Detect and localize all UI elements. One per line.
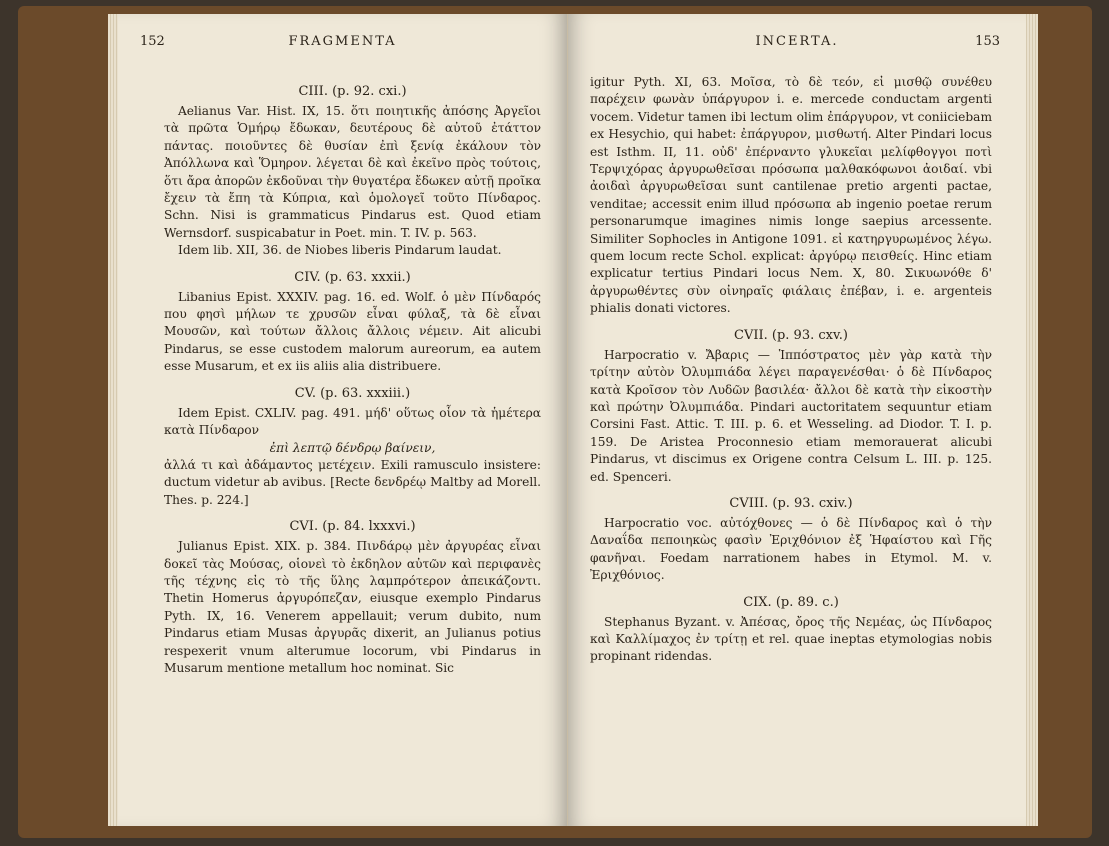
verse-line: ἐπὶ λεπτῷ δένδρῳ βαίνειν, xyxy=(269,440,436,455)
paragraph: Idem lib. XII, 36. de Niobes liberis Pindarum laudat. xyxy=(178,243,502,258)
paragraph: ἀλλά τι καὶ ἀδάμαντος μετέχειν. Exili ramusculo insistere: ductum videtur ab avibus. [Recte δενδρέῳ Maltby ad Morell. Thes. p. 224.] xyxy=(164,457,541,507)
right-page xyxy=(568,14,1026,826)
section-heading: CIV. (p. 63. xxxii.) xyxy=(294,269,411,285)
section-heading: CV. (p. 63. xxxiii.) xyxy=(294,385,411,401)
section-heading: CIII. (p. 92. cxi.) xyxy=(298,84,407,99)
right-page-edges xyxy=(1024,14,1038,826)
running-title: INCERTA. xyxy=(755,34,839,49)
paragraph: igitur Pyth. XI, 63. Μοῖσα, τὸ δὲ τεόν, εἰ μισθῷ συνέθευ παρέχειν φωνὰν ὑπάργυρον i. e. mercede conductam argenti vocem. Videtur tamen ibi lectum olim ἐπάργυρον, vt coniiciebam ex Hesychio, qui habet: ἐπάργυρον, μισθωτή. Alter Pindari locus est Isthm. II, 11. οὐδ' ἐπέρναντο γλυκεῖαι μελίφθογγοι ποτὶ Τερψιχόρας ἀργυρωθεῖσαι πρόσωπα μαλθακόφωνοι ἀοιδαί. vbi ἀοιδαὶ ἀργυρωθεῖσαι sunt cantilenae pretio argenti pactae, venditae; accessit enim illud πρόσωπα ab ingenio poetae rerum personarumque imagines nimis longe saepius arcessente. Similiter Sophocles in Antigone 1091. εἰ κατηργυρωμένος λέγω. quem locum recte Schol. explicat: ἀργύρῳ πεισθείς. Hinc etiam explicatur tertius Pindari locus Nem. X, 80. Σικυωνόθε δ' ἀργυρωθέντες σὺν οἰνηραῖς φιάλαις ἐπέβαν, i. e. argenteis phialis donati victores. xyxy=(590,75,992,316)
section-heading: CVIII. (p. 93. cxiv.) xyxy=(729,495,853,511)
section-heading: CVII. (p. 93. cxv.) xyxy=(734,327,848,343)
left-page xyxy=(118,14,568,826)
page-number: 152 xyxy=(140,34,165,49)
paragraph: Aelianus Var. Hist. IX, 15. ὅτι ποιητικῆς ἀπόσης Ἀργεῖοι τὰ πρῶτα Ὁμήρῳ ἔδωκαν, δευτέρους δὲ αὐτοῦ ἐτάττον πάντας. ποιοῦντες δὲ θυσίαν ἐπὶ ξενίᾳ ἐκάλουν τὸν Ἀπόλλωνα καὶ Ὅμηρον. λέγεται δὲ καὶ ἐκεῖνο πρὸς τούτοις, ὅτι ἄρα ἀπορῶν ἐκδοῦναι τὴν θυγατέρα ἔδωκεν αὐτῇ προῖκα ἔχειν τὰ ἔπη τὰ Κύπρια, καὶ ὁμολογεῖ τοῦτο Πίνδαρος. Schn. Nisi is grammaticus Pindarus est. Quod etiam Wernsdorf. suspicabatur in Poet. min. T. IV. p. 563. xyxy=(164,104,541,240)
paragraph: Harpocratio v. Ἄβαρις — Ἱππόστρατος μὲν γὰρ κατὰ τὴν τρίτην αὐτὸν Ὀλυμπιάδα λέγει παραγενέσθαι· ὁ δὲ Πίνδαρος κατὰ Κροῖσον τὸν Λυδῶν βασιλέα· ἄλλοι δὲ κατὰ τὴν εἰκοστὴν καὶ πρώτην Ὀλυμπιάδα. Pindari auctoritatem sequuntur etiam Corsini Fast. Attic. T. III. p. 6. et Wesseling. ad Diodor. T. I. p. 159. De Aristea Proconnesio etiam memorauerat alicubi Pindarus, vt discimus ex Origene contra Celsum L. III. p. 125. ed. Spenceri. xyxy=(590,347,992,484)
paragraph: Stephanus Byzant. v. Ἀπέσας, ὄρος τῆς Νεμέας, ὡς Πίνδαρος καὶ Καλλίμαχος ἐν τρίτῃ et rel. quae ineptas etymologias nobis propinant ridendas. xyxy=(590,614,992,664)
paragraph: Libanius Epist. XXXIV. pag. 16. ed. Wolf. ὁ μὲν Πίνδαρός που φησὶ μήλων τε χρυσῶν εἶναι φύλαξ, τὰ δὲ εἶναι Μουσῶν, καὶ τούτων ἄλλοις ἄλλοις νέμειν. Ait alicubi Pindarus, se esse custodem malorum aureorum, ea autem esse Musarum, et ex iis aliis alia distribuere. xyxy=(164,289,541,374)
paragraph: Idem Epist. CXLIV. pag. 491. μήδ' οὕτως οἷον τὰ ἡμέτερα κατὰ Πίνδαρον xyxy=(164,405,541,438)
paragraph: Harpocratio voc. αὐτόχθονες — ὁ δὲ Πίνδαρος καὶ ὁ τὴν Δαναΐδα πεποιηκὼς φασὶν Ἐριχθόνιον ἐξ Ἡφαίστου καὶ Γῆς φανῆναι. Foedam narrationem habes in Etymol. M. v. Ἐριχθόνιος. xyxy=(590,515,992,583)
section-heading: CVI. (p. 84. lxxxvi.) xyxy=(289,519,416,535)
paragraph: Julianus Epist. XIX. p. 384. Πινδάρῳ μὲν ἀργυρέας εἶναι δοκεῖ τὰς Μούσας, οἱονεὶ τὸ ἐκδηλον αὐτῶν καὶ περιφανὲς τῆς τέχνης εἰς τὸ τῆς ὕλης λαμπρότερον ἀπεικάζοντι. Thetin Homerus ἀργυρόπεζαν, eiusque exemplo Pindarus Pyth. IX, 16. Venerem appellauit; verum dubito, num Pindarus etiam Musas ἀργυρᾶς dixerit, an Julianus potius respexerit vnum alterumue locorum, vbi Pindarus in Musarum mentione metallum hoc nominat. Sic xyxy=(164,539,541,675)
section-heading: CIX. (p. 89. c.) xyxy=(743,594,839,610)
running-title: FRAGMENTA xyxy=(288,34,397,49)
page-number: 153 xyxy=(975,34,1000,49)
